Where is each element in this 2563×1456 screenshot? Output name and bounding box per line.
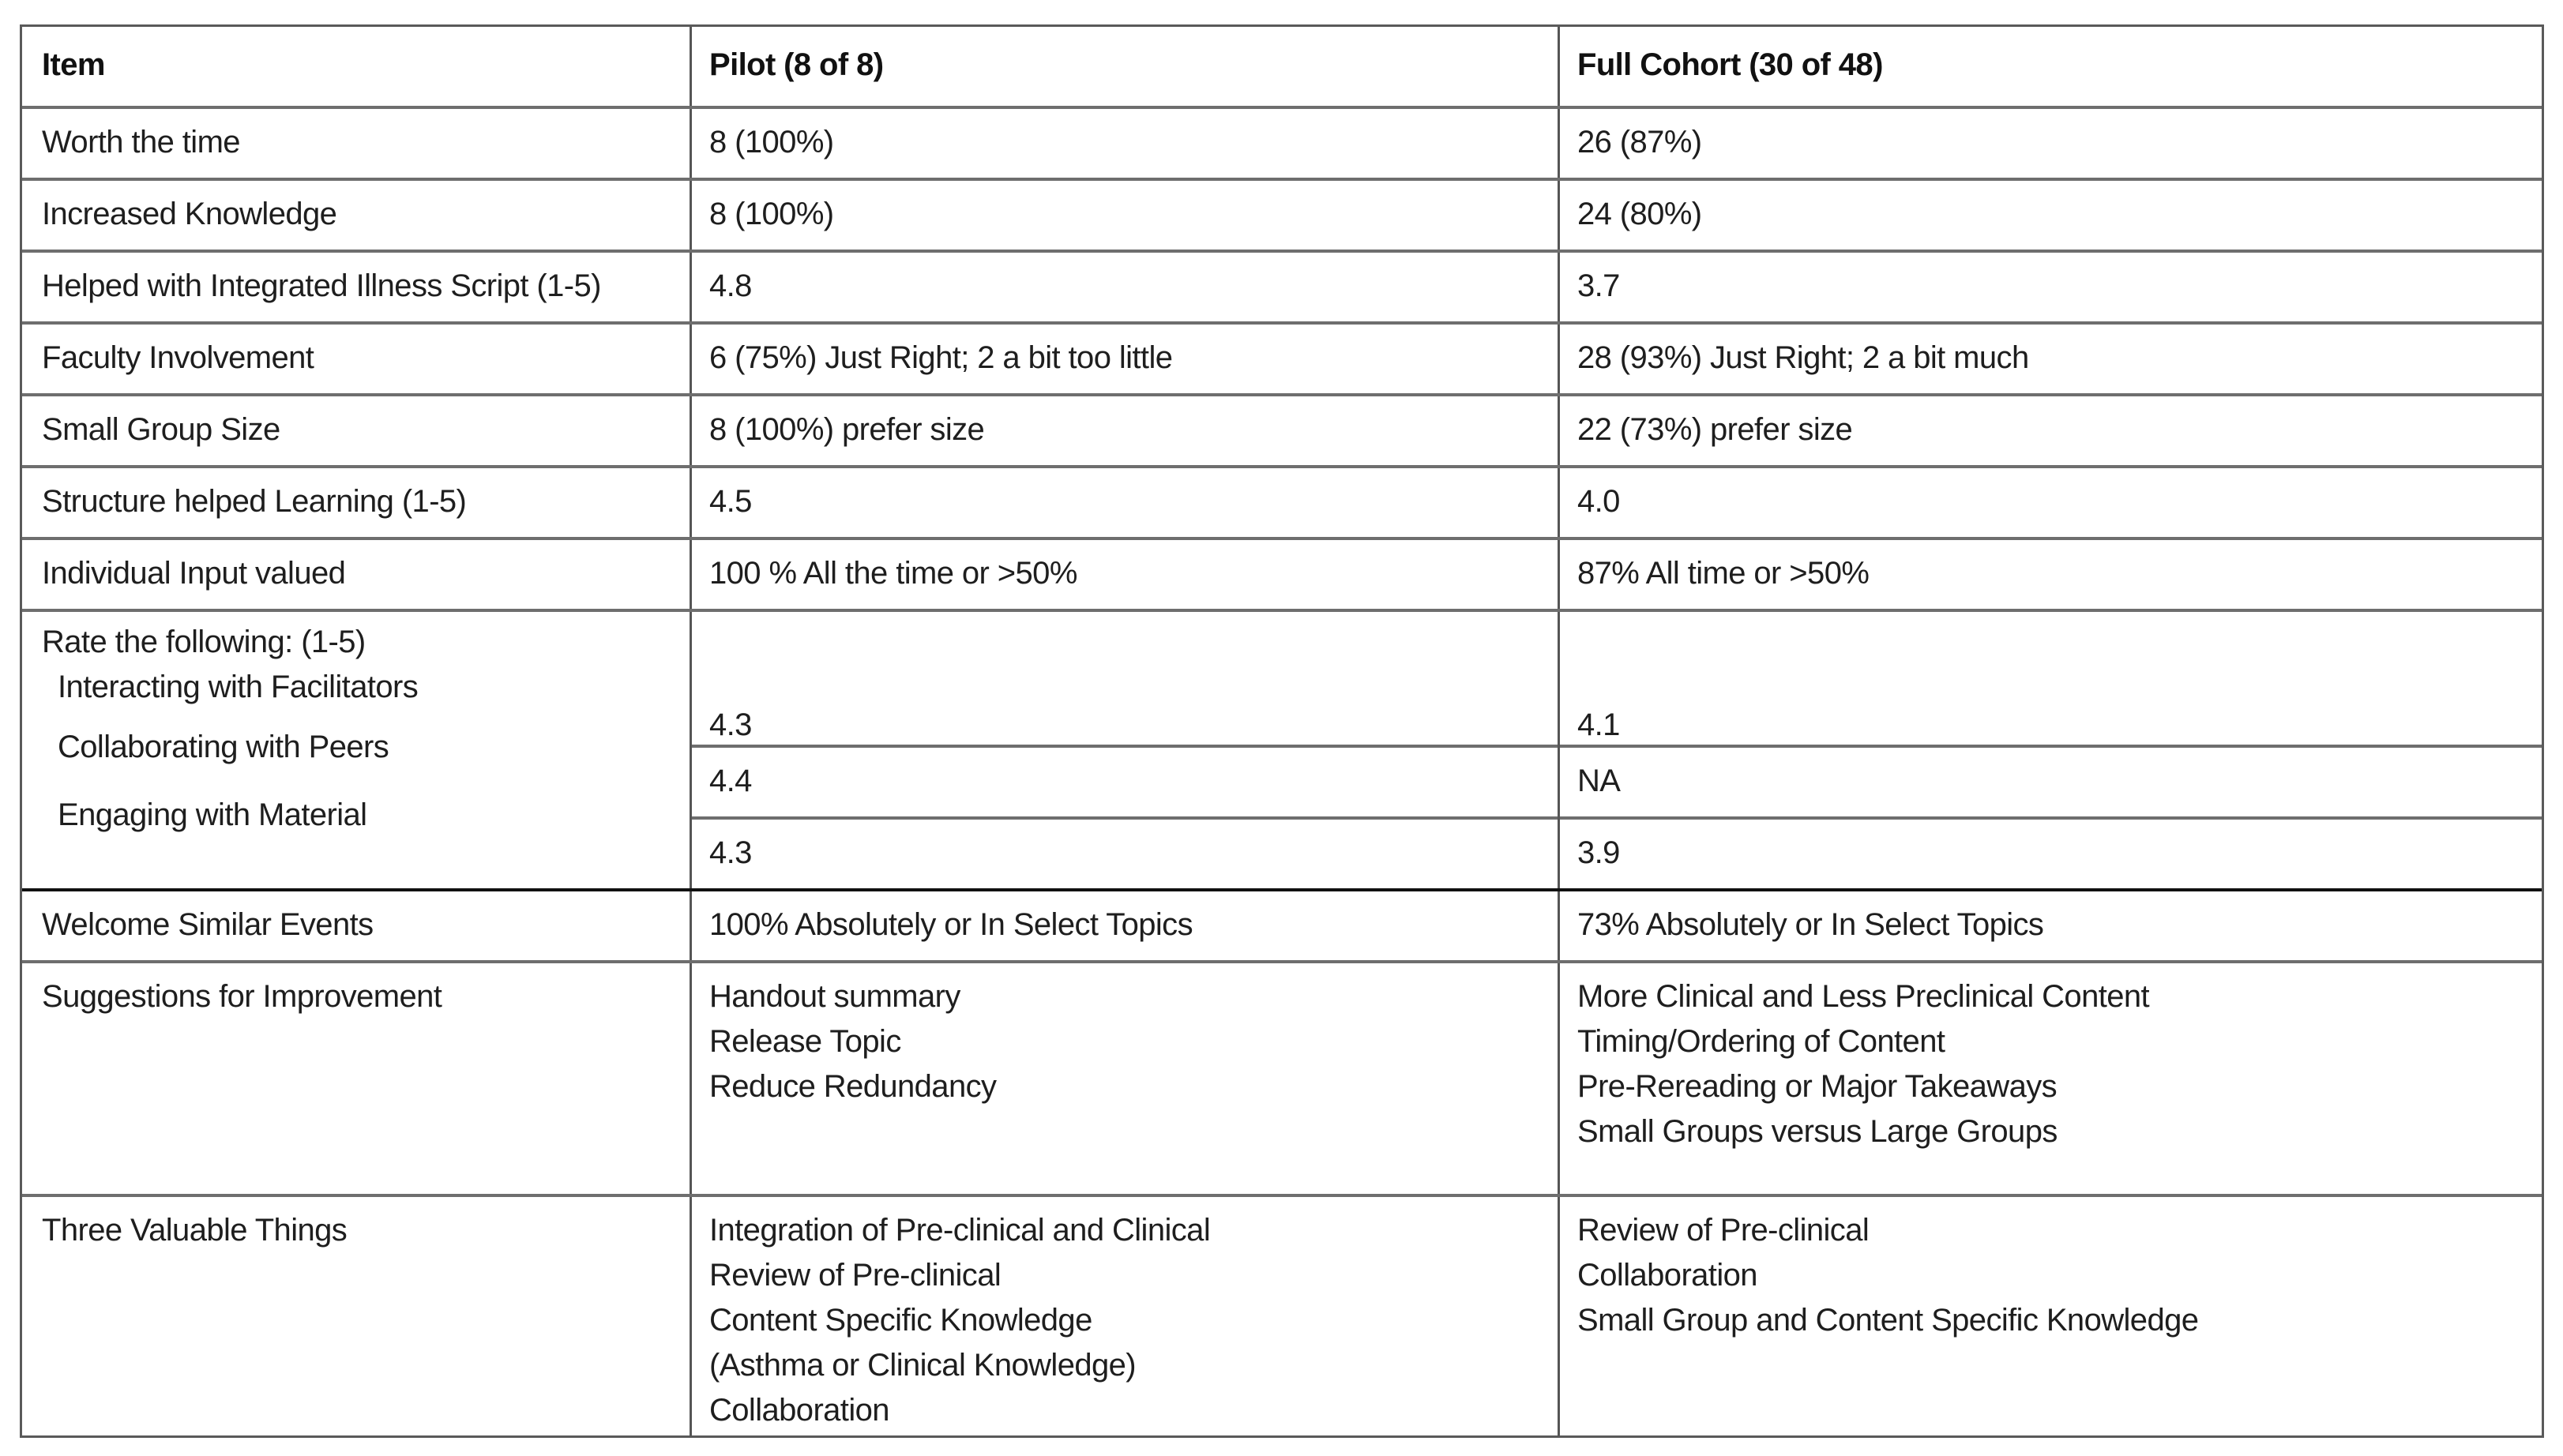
row-item: Suggestions for Improvement bbox=[22, 963, 692, 1194]
row-full: 26 (87%) bbox=[1577, 125, 1702, 159]
valuable-item: Content Specific Knowledge bbox=[709, 1303, 1092, 1338]
row-pilot: 100 % All the time or >50% bbox=[692, 540, 1560, 609]
row-item: Worth the time bbox=[22, 109, 692, 178]
suggestion-item: Timing/Ordering of Content bbox=[1577, 1024, 1945, 1059]
rate-item-label: Collaborating with Peers bbox=[58, 730, 389, 764]
table-row bbox=[22, 325, 2542, 396]
rate-pilot-value: 4.3 bbox=[692, 612, 1558, 748]
rate-full-value: 3.9 bbox=[1577, 835, 1620, 870]
table-row bbox=[22, 253, 2542, 325]
row-pilot: 8 (100%) bbox=[692, 181, 1560, 250]
table-row bbox=[22, 109, 2542, 181]
row-pilot: 4.5 bbox=[692, 468, 1560, 537]
header-item: Item bbox=[22, 27, 692, 106]
valuable-item: Integration of Pre-clinical and Clinical bbox=[709, 1213, 1211, 1248]
table-row bbox=[22, 181, 2542, 253]
rate-group-full bbox=[1560, 612, 2542, 888]
row-item: Three Valuable Things bbox=[22, 1197, 692, 1437]
valuable-item: (Asthma or Clinical Knowledge) bbox=[709, 1348, 1137, 1383]
row-pilot: 4.8 bbox=[692, 253, 1560, 321]
row-item: Individual Input valued bbox=[22, 540, 692, 609]
rate-group-title: Rate the following: (1-5) bbox=[42, 625, 366, 659]
rate-pilot-value: 4.3 bbox=[709, 835, 752, 870]
rate-item-label: Engaging with Material bbox=[58, 797, 367, 832]
row-pilot: 100% Absolutely or In Select Topics bbox=[692, 891, 1560, 960]
suggestions-pilot bbox=[692, 963, 1560, 1194]
rate-pilot-value: 4.4 bbox=[692, 748, 1558, 820]
valuable-item: Review of Pre-clinical bbox=[709, 1258, 1002, 1293]
row-full: 22 (73%) prefer size bbox=[1577, 412, 1853, 447]
valuable-full bbox=[1560, 1197, 2542, 1437]
row-item: Faculty Involvement bbox=[22, 325, 692, 393]
suggestions-full bbox=[1560, 963, 2542, 1194]
row-pilot: 8 (100%) bbox=[692, 109, 1560, 178]
header-pilot: Pilot (8 of 8) bbox=[692, 27, 1560, 106]
rate-full-value: NA bbox=[1560, 748, 2542, 820]
row-pilot: 6 (75%) Just Right; 2 a bit too little bbox=[692, 325, 1560, 393]
header-full-cohort: Full Cohort (30 of 48) bbox=[1577, 47, 1883, 82]
survey-results-table bbox=[20, 24, 2544, 1438]
valuable-item: Collaboration bbox=[709, 1393, 889, 1428]
row-full: 28 (93%) Just Right; 2 a bit much bbox=[1577, 340, 2029, 375]
row-pilot: 8 (100%) prefer size bbox=[692, 396, 1560, 465]
rate-full-value: 4.1 bbox=[1560, 612, 2542, 748]
suggestion-item: Small Groups versus Large Groups bbox=[1577, 1114, 2058, 1149]
suggestions-row bbox=[22, 963, 2542, 1197]
table-header-row bbox=[22, 27, 2542, 109]
valuable-item: Review of Pre-clinical bbox=[1577, 1213, 1870, 1248]
valuable-pilot bbox=[692, 1197, 1560, 1437]
rate-group-labels bbox=[22, 612, 692, 888]
row-full: 24 (80%) bbox=[1577, 197, 1702, 231]
row-item: Small Group Size bbox=[22, 396, 692, 465]
table-row bbox=[22, 396, 2542, 468]
rate-group-row bbox=[22, 612, 2542, 891]
table-row bbox=[22, 891, 2542, 963]
row-item: Helped with Integrated Illness Script (1-5) bbox=[22, 253, 692, 321]
suggestion-item: Reduce Redundancy bbox=[709, 1069, 997, 1104]
row-full: 87% All time or >50% bbox=[1577, 556, 1870, 591]
rate-item-label: Interacting with Facilitators bbox=[58, 670, 419, 704]
row-full: 73% Absolutely or In Select Topics bbox=[1577, 907, 2044, 942]
suggestion-item: Handout summary bbox=[709, 979, 960, 1014]
valuable-item: Small Group and Content Specific Knowledge bbox=[1577, 1303, 2199, 1338]
row-item: Increased Knowledge bbox=[22, 181, 692, 250]
valuable-item: Collaboration bbox=[1577, 1258, 1757, 1293]
suggestion-item: More Clinical and Less Preclinical Content bbox=[1577, 979, 2150, 1014]
row-full: 4.0 bbox=[1577, 484, 1620, 519]
table-row bbox=[22, 468, 2542, 540]
row-item: Structure helped Learning (1-5) bbox=[22, 468, 692, 537]
suggestion-item: Release Topic bbox=[709, 1024, 901, 1059]
valuable-row bbox=[22, 1197, 2542, 1437]
suggestion-item: Pre-Rereading or Major Takeaways bbox=[1577, 1069, 2058, 1104]
rate-group-pilot bbox=[692, 612, 1560, 888]
row-item: Welcome Similar Events bbox=[22, 891, 692, 960]
row-full: 3.7 bbox=[1577, 268, 1620, 303]
table-row bbox=[22, 540, 2542, 612]
